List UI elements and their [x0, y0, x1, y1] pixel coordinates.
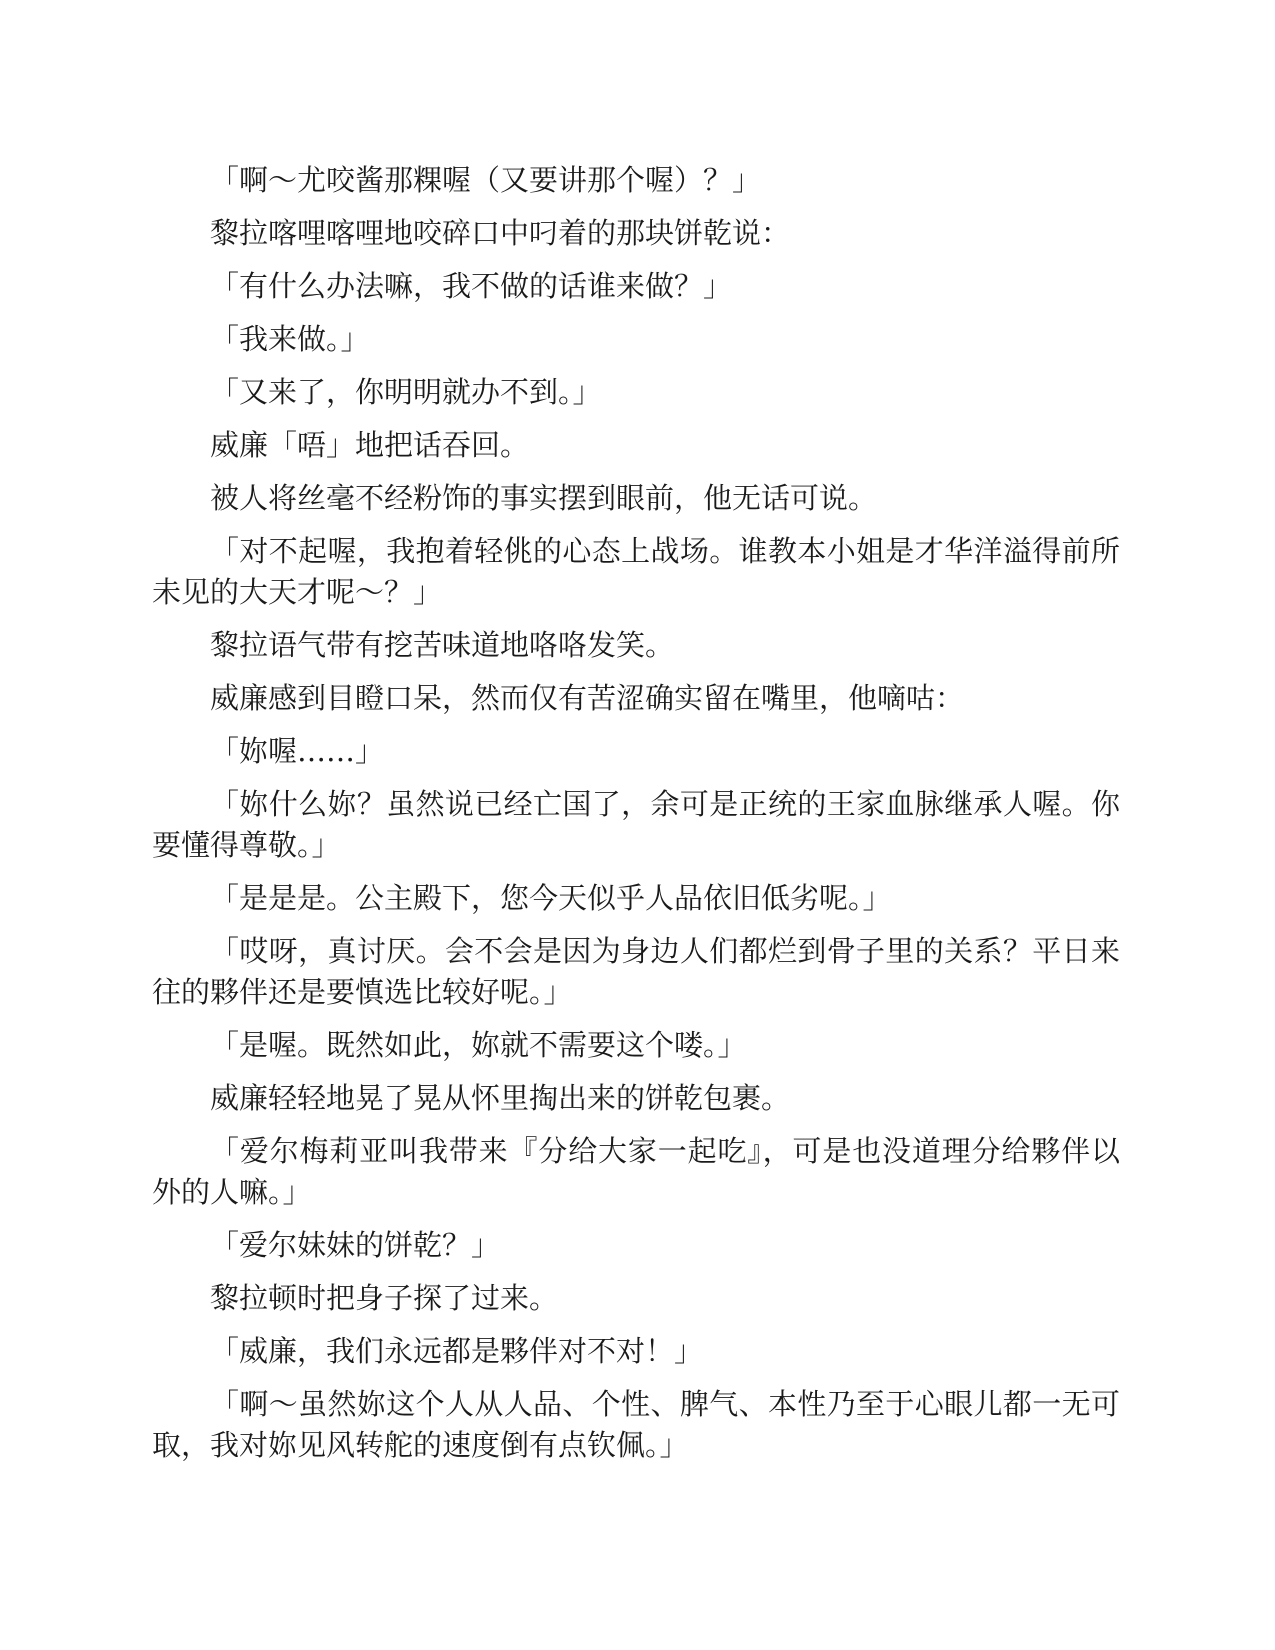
paragraph: 「妳什么妳？虽然说已经亡国了，余可是正统的王家血脉继承人喔。你要懂得尊敬。」	[152, 787, 1120, 862]
paragraph: 威廉感到目瞪口呆，然而仅有苦涩确实留在嘴里，他嘀咕：	[210, 681, 965, 715]
paragraph: 威廉「唔」地把话吞回。	[210, 428, 530, 462]
paragraph: 「爱尔妹妹的饼乾？」	[210, 1228, 501, 1262]
text-body	[152, 160, 1120, 1478]
paragraph: 「我来做。」	[210, 322, 370, 356]
paragraph: 威廉轻轻地晃了晃从怀里掏出来的饼乾包裹。	[210, 1081, 791, 1115]
paragraph: 黎拉顿时把身子探了过来。	[210, 1281, 559, 1315]
paragraph: 「对不起喔，我抱着轻佻的心态上战场。谁教本小姐是才华洋溢得前所未见的大天才呢～？」	[152, 534, 1120, 609]
paragraph: 「是喔。既然如此，妳就不需要这个喽。」	[210, 1028, 747, 1062]
paragraph: 被人将丝毫不经粉饰的事实摆到眼前，他无话可说。	[210, 481, 878, 515]
paragraph: 「妳喔……」	[210, 734, 385, 768]
paragraph: 黎拉语气带有挖苦味道地咯咯发笑。	[210, 628, 675, 662]
paragraph: 「是是是。公主殿下，您今天似乎人品依旧低劣呢。」	[210, 881, 892, 915]
paragraph: 「威廉，我们永远都是夥伴对不对！」	[210, 1334, 704, 1368]
paragraph: 「有什么办法嘛，我不做的话谁来做？」	[210, 269, 733, 303]
paragraph: 黎拉喀哩喀哩地咬碎口中叼着的那块饼乾说：	[210, 216, 791, 250]
paragraph: 「哎呀，真讨厌。会不会是因为身边人们都烂到骨子里的关系？平日来往的夥伴还是要慎选比较好呢。」	[152, 934, 1120, 1009]
paragraph: 「又来了，你明明就办不到。」	[210, 375, 602, 409]
paragraph: 「啊～尤咬酱那粿喔（又要讲那个喔）？」	[210, 163, 762, 197]
paragraph: 「啊～虽然妳这个人从人品、个性、脾气、本性乃至于心眼儿都一无可取，我对妳见风转舵的速度倒有点钦佩。」	[152, 1387, 1120, 1462]
paragraph: 「爱尔梅莉亚叫我带来『分给大家一起吃』，可是也没道理分给夥伴以外的人嘛。」	[152, 1134, 1120, 1209]
